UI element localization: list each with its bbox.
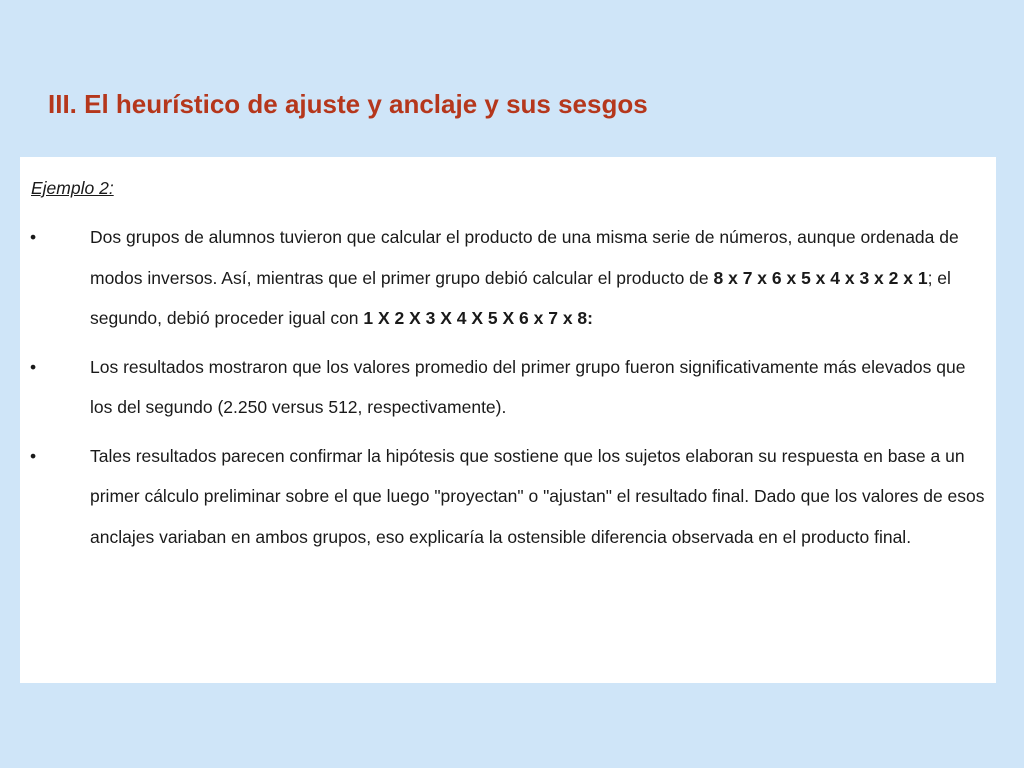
bullet-list	[20, 217, 996, 565]
bullet-text	[90, 217, 986, 339]
bullet-point-icon: •	[30, 356, 37, 377]
bullet-text-middle: ; el segundo, debió proceder igual con	[90, 267, 951, 328]
bullet-item-results	[20, 347, 996, 428]
sequence-descending: 8 x 7 x 6 x 5 x 4 x 3 x 2 x 1	[713, 267, 928, 288]
bullet-item-groups	[20, 217, 996, 339]
slide-title: III. El heurístico de ajuste y anclaje y sus sesgos	[48, 89, 648, 119]
example-label: Ejemplo 2:	[31, 178, 114, 198]
bullet-text: Los resultados mostraron que los valores promedio del primer grupo fueron significativamente más elevados que los del segundo (2.250 versus 512, respectivamente).	[90, 356, 966, 417]
content-box	[20, 157, 996, 683]
bullet-item-conclusion	[20, 436, 996, 558]
bullet-point-icon: •	[30, 227, 37, 247]
bullet-text-before: Dos grupos de alumnos tuvieron que calcular el producto de una misma serie de números, aunque ordenada de modos inversos. Así, mientras que el primer grupo debió calcular el producto de	[90, 227, 959, 288]
bullet-point-icon: •	[30, 445, 37, 466]
bullet-text: Tales resultados parecen confirmar la hipótesis que sostiene que los sujetos elaboran su respuesta en base a un primer cálculo preliminar sobre el que luego "proyectan" o "ajustan" el resultado final. Dado que los valores de esos anclajes variaban en ambos grupos, eso explicaría la ostensible diferencia observada en el producto final.	[90, 445, 985, 547]
sequence-ascending: 1 X 2 X 3 X 4 X 5 X 6 x 7 x 8:	[363, 308, 593, 328]
